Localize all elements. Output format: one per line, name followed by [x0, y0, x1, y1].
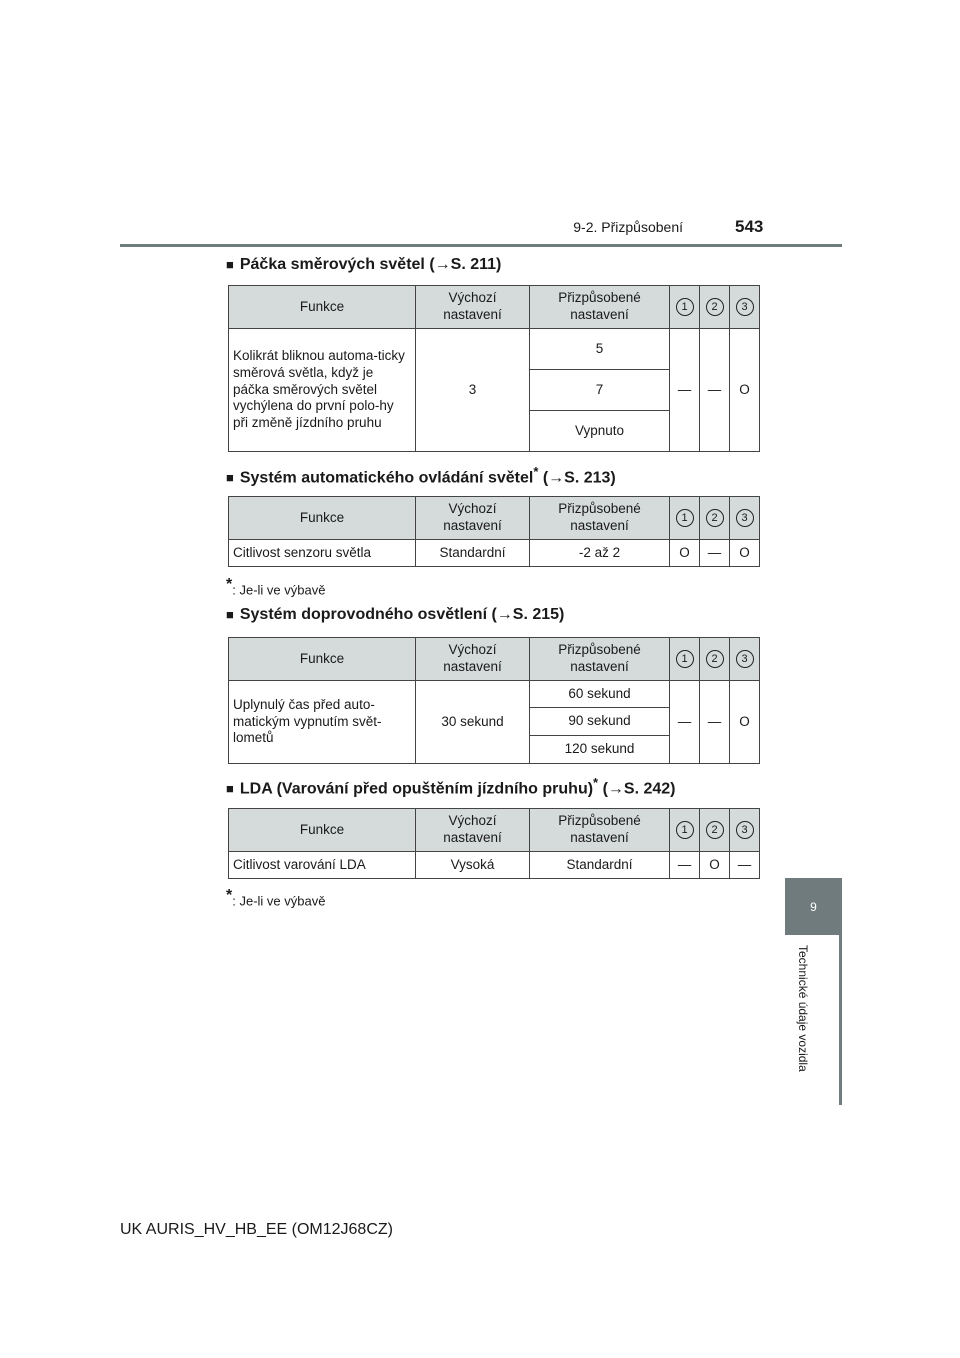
col-3: [730, 497, 760, 540]
col-2: [700, 638, 730, 681]
square-bullet-icon: ■: [226, 470, 234, 486]
col-3: [730, 286, 760, 329]
table-row: [229, 329, 760, 370]
table-lda: [228, 808, 760, 879]
col-function: Funkce: [229, 638, 416, 681]
circled-3-icon: 3: [736, 650, 754, 668]
asterisk-mark: *: [226, 887, 233, 904]
option-cell: 5: [530, 329, 670, 370]
mark-cell-3: O: [730, 329, 760, 452]
table-header-row: [229, 286, 760, 329]
col-default: Výchozí nastavení: [416, 809, 530, 852]
mark-cell-1: O: [670, 540, 700, 567]
chapter-number: 9: [810, 899, 817, 914]
col-1: [670, 809, 700, 852]
col-function: Funkce: [229, 286, 416, 329]
footer-code: UK AURIS_HV_HB_EE (OM12J68CZ): [120, 1221, 393, 1238]
table-follow-me-home: [228, 637, 760, 764]
function-cell: Uplynulý čas před auto-matickým vypnutím svět-lometů: [229, 681, 416, 764]
square-bullet-icon: ■: [226, 607, 234, 622]
page-number: 543: [735, 217, 764, 236]
table-header-row: [229, 638, 760, 681]
circled-2-icon: 2: [706, 298, 724, 316]
option-cell: 60 sekund: [530, 681, 670, 708]
circled-3-icon: 3: [736, 821, 754, 839]
mark-cell-1: —: [670, 329, 700, 452]
col-1: [670, 286, 700, 329]
circled-1-icon: 1: [676, 650, 694, 668]
col-2: [700, 497, 730, 540]
mark-cell-2: —: [700, 329, 730, 452]
col-function: Funkce: [229, 497, 416, 540]
circled-3-icon: 3: [736, 509, 754, 527]
square-bullet-icon: ■: [226, 781, 234, 797]
col-2: [700, 809, 730, 852]
mark-cell-3: O: [730, 681, 760, 764]
chapter-title: Technické údaje vozidla: [796, 945, 810, 1072]
table-row: [229, 681, 760, 708]
default-cell: 30 sekund: [416, 681, 530, 764]
function-cell: Citlivost senzoru světla: [229, 540, 416, 567]
chapter-side-bar: [839, 935, 842, 1105]
default-cell: Standardní: [416, 540, 530, 567]
mark-cell-2: —: [700, 681, 730, 764]
chapter-tab: [785, 878, 842, 935]
mark-cell-3: O: [730, 540, 760, 567]
mark-cell-1: —: [670, 852, 700, 879]
table-turn-signal: [228, 285, 760, 452]
col-1: [670, 497, 700, 540]
circled-3-icon: 3: [736, 298, 754, 316]
table-row: [229, 852, 760, 879]
col-default: Výchozí nastavení: [416, 638, 530, 681]
col-function: Funkce: [229, 809, 416, 852]
default-cell: Vysoká: [416, 852, 530, 879]
col-3: [730, 638, 760, 681]
custom-cell: -2 až 2: [530, 540, 670, 567]
function-cell: Kolikrát bliknou automa-ticky směrová světla, když je páčka směrových světel vychýlena do první polo-hy při změně jízdního pruhu: [229, 329, 416, 452]
circled-2-icon: 2: [706, 509, 724, 527]
col-1: [670, 638, 700, 681]
section-title-auto-lights: ■ Systém automatického ovládání světel* (→S. 213): [226, 464, 616, 487]
footnote: *: Je-li ve výbavě: [226, 887, 326, 909]
option-cell: 90 sekund: [530, 708, 670, 736]
section-title-follow-me-home: ■ Systém doprovodného osvětlení (→S. 215): [226, 606, 565, 623]
table-header-row: [229, 497, 760, 540]
mark-cell-3: —: [730, 852, 760, 879]
col-custom: Přizpůsobené nastavení: [530, 809, 670, 852]
asterisk-mark: *: [533, 464, 539, 479]
col-custom: Přizpůsobené nastavení: [530, 638, 670, 681]
mark-cell-1: —: [670, 681, 700, 764]
asterisk-mark: *: [226, 576, 233, 593]
mark-cell-2: —: [700, 540, 730, 567]
table-row: [229, 540, 760, 567]
option-cell: 7: [530, 370, 670, 411]
footnote: *: Je-li ve výbavě: [226, 576, 326, 598]
col-2: [700, 286, 730, 329]
default-cell: 3: [416, 329, 530, 452]
square-bullet-icon: ■: [226, 257, 234, 272]
option-cell: 120 sekund: [530, 736, 670, 764]
circled-1-icon: 1: [676, 821, 694, 839]
function-cell: Citlivost varování LDA: [229, 852, 416, 879]
col-default: Výchozí nastavení: [416, 497, 530, 540]
circled-1-icon: 1: [676, 298, 694, 316]
col-default: Výchozí nastavení: [416, 286, 530, 329]
col-custom: Přizpůsobené nastavení: [530, 286, 670, 329]
option-cell: Vypnuto: [530, 411, 670, 452]
section-header: 9-2. Přizpůsobení: [573, 219, 683, 235]
table-auto-lights: [228, 496, 760, 567]
circled-1-icon: 1: [676, 509, 694, 527]
section-title-turn-signal: ■ Páčka směrových světel (→S. 211): [226, 256, 502, 273]
circled-2-icon: 2: [706, 821, 724, 839]
col-custom: Přizpůsobené nastavení: [530, 497, 670, 540]
header-rule: [120, 244, 842, 247]
custom-cell: Standardní: [530, 852, 670, 879]
col-3: [730, 809, 760, 852]
asterisk-mark: *: [593, 775, 599, 790]
table-header-row: [229, 809, 760, 852]
mark-cell-2: O: [700, 852, 730, 879]
section-title-lda: ■ LDA (Varování před opuštěním jízdního pruhu)* (→S. 242): [226, 775, 676, 798]
circled-2-icon: 2: [706, 650, 724, 668]
